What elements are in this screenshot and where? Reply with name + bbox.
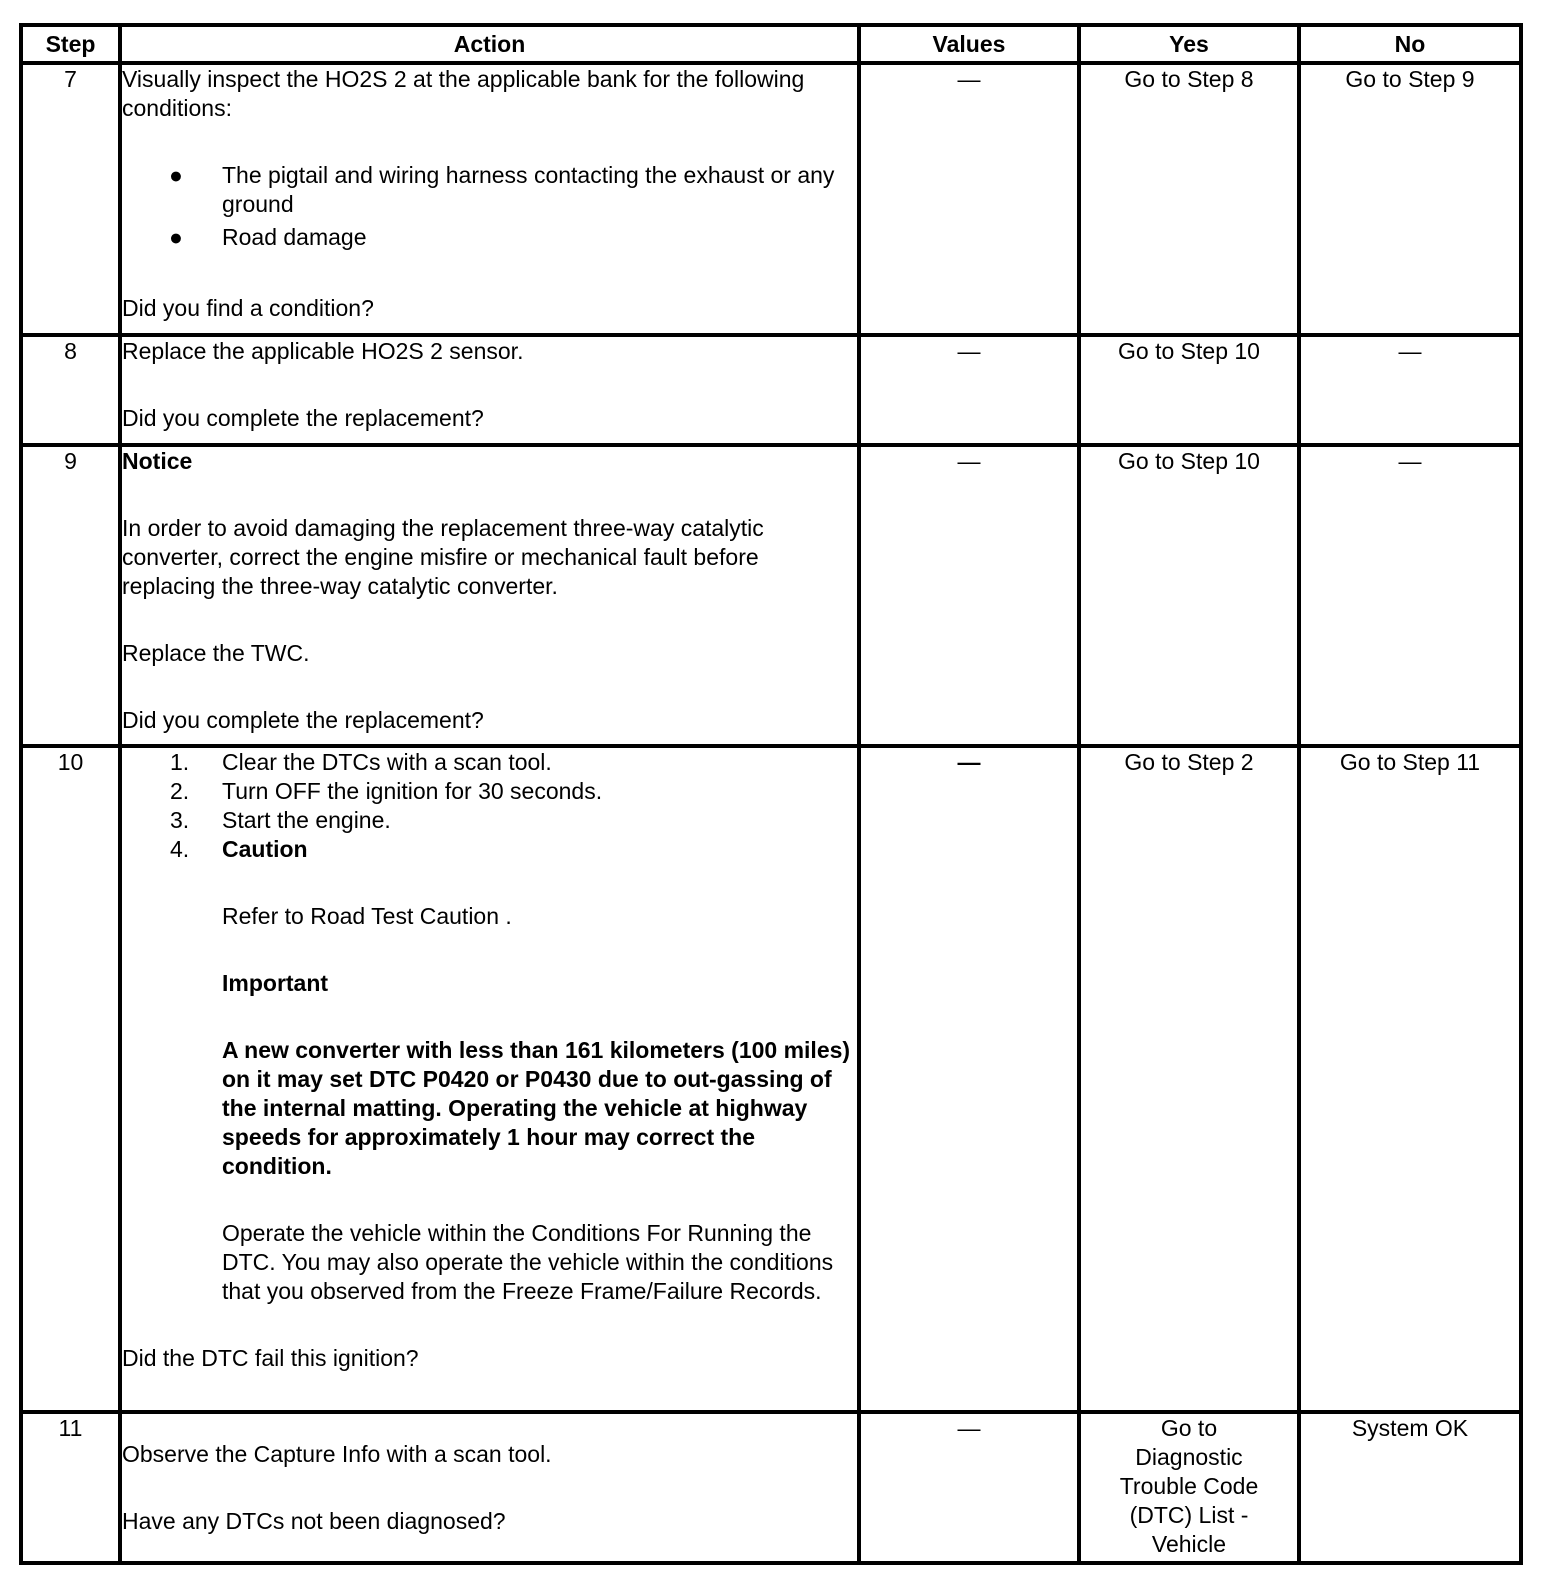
action-cell [120, 1412, 859, 1563]
header-step: Step [21, 25, 120, 63]
action-question: Have any DTCs not been diagnosed? [122, 1507, 506, 1534]
action-instruction: Replace the TWC. [122, 640, 310, 666]
step-number: 10 [21, 746, 120, 1412]
action-cell [120, 445, 859, 746]
table-row [21, 63, 1521, 335]
yes-cell: Go to Diagnostic Trouble Code (DTC) List - Vehicle [1079, 1412, 1299, 1563]
no-cell: — [1299, 445, 1521, 746]
yes-cell: Go to Step 8 [1079, 63, 1299, 335]
table-row [21, 445, 1521, 746]
notice-text: In order to avoid damaging the replacement three-way catalytic converter, correct the engine misfire or mechanical fault before replacing the three-way catalytic converter. [122, 515, 764, 599]
list-item: 2. Turn OFF the ignition for 30 seconds. [170, 778, 603, 804]
notice-heading: Notice [122, 448, 193, 474]
values-cell: — [859, 746, 1079, 1412]
step-number: 9 [21, 445, 120, 746]
header-yes: Yes [1079, 25, 1299, 63]
header-action: Action [120, 25, 859, 63]
action-question: Did you complete the replacement? [122, 405, 484, 431]
header-row [21, 25, 1521, 63]
action-question: Did you find a condition? [122, 295, 374, 321]
step-number: 7 [21, 63, 120, 335]
step-number: 8 [21, 335, 120, 445]
action-intro: Replace the applicable HO2S 2 sensor. [122, 338, 524, 364]
action-cell [120, 746, 859, 1412]
table-row [21, 746, 1521, 1412]
caution-text: Refer to Road Test Caution . [222, 903, 512, 929]
important-text: A new converter with less than 161 kilometers (100 miles) on it may set DTC P0420 or P0430 due to out-gassing of the internal matting. Operating the vehicle at highway speeds for approximately 1 hour may correct the condition. [222, 1037, 851, 1179]
values-cell: — [859, 445, 1079, 746]
action-cell [120, 63, 859, 335]
action-question: Did the DTC fail this ignition? [122, 1345, 419, 1371]
no-cell: Go to Step 11 [1299, 746, 1521, 1412]
yes-cell: Go to Step 10 [1079, 335, 1299, 445]
list-item: ● Road damage [166, 223, 857, 252]
list-item: 4. Caution Refer to Road Test Caution . Important A new converter with less than 161 kilometers (100 miles) on it may set DTC P0420 or P0430 due to out-gassing of the internal matting. Operating the vehicle at highway speeds for approximately 1 hour may correct the condition. Operate the vehicle within the Conditions For Running the DTC. You may also operate the vehicle within the conditions that you observed from the Freeze Frame/Failure Records. [170, 835, 857, 1306]
values-cell: — [859, 335, 1079, 445]
action-intro: Observe the Capture Info with a scan tool. [122, 1440, 552, 1467]
values-cell: — [859, 63, 1079, 335]
no-cell: — [1299, 335, 1521, 445]
operate-text: Operate the vehicle within the Conditions For Running the DTC. You may also operate the vehicle within the conditions that you observed from the Freeze Frame/Failure Records. [222, 1220, 834, 1304]
header-values: Values [859, 25, 1079, 63]
diagnostic-table [19, 23, 1523, 1565]
bullet-icon: ● [169, 224, 183, 250]
table-row [21, 1412, 1521, 1563]
no-cell: System OK [1299, 1412, 1521, 1563]
list-item: ● The pigtail and wiring harness contacting the exhaust or any ground [166, 161, 857, 219]
header-no: No [1299, 25, 1521, 63]
condition-list [122, 161, 857, 252]
yes-cell: Go to Step 2 [1079, 746, 1299, 1412]
bullet-icon: ● [169, 162, 183, 188]
yes-cell: Go to Step 10 [1079, 445, 1299, 746]
step-number: 11 [21, 1412, 120, 1563]
action-question: Did you complete the replacement? [122, 707, 484, 733]
action-intro: Visually inspect the HO2S 2 at the applicable bank for the following conditions: [122, 66, 805, 121]
important-heading: Important [222, 970, 329, 996]
list-item: 1. Clear the DTCs with a scan tool. [170, 749, 552, 775]
procedure-list [122, 748, 857, 1306]
caution-heading: Caution [222, 836, 308, 862]
table-row [21, 335, 1521, 445]
no-cell: Go to Step 9 [1299, 63, 1521, 335]
values-cell: — [859, 1412, 1079, 1563]
action-cell [120, 335, 859, 445]
list-item: 3. Start the engine. [170, 807, 391, 833]
